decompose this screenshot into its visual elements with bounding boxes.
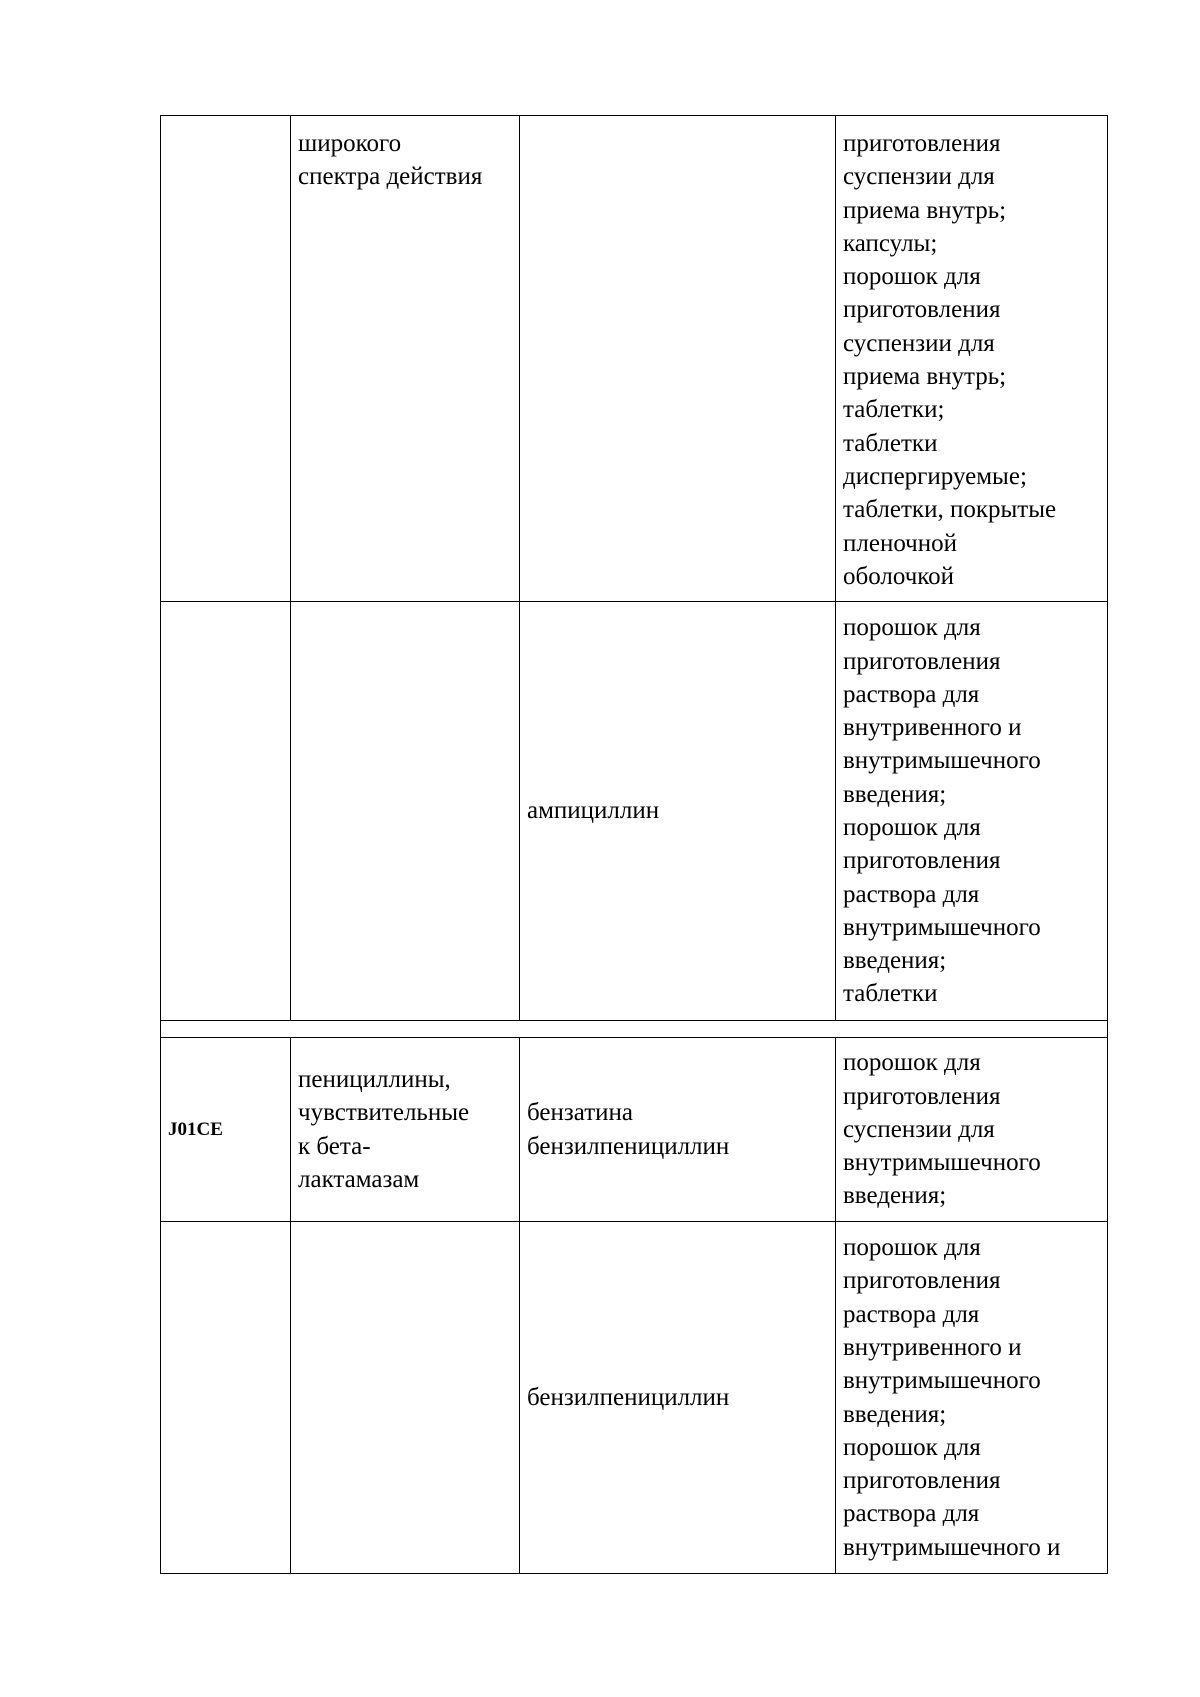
atc-code-cell: J01CE (161, 1038, 291, 1222)
drug-name-cell: бензатина бензилпенициллин (520, 1038, 836, 1222)
pharmacological-group-cell (291, 1222, 520, 1574)
drug-name-cell: бензилпенициллин (520, 1222, 836, 1574)
table-row (161, 116, 1108, 602)
drug-name-cell: ампициллин (520, 602, 836, 1021)
spacer-cell (161, 1021, 1108, 1038)
table-row (161, 1038, 1108, 1222)
atc-code-cell (161, 1222, 291, 1574)
atc-code-cell (161, 602, 291, 1021)
drug-name-cell (520, 116, 836, 602)
table-spacer-row (161, 1021, 1108, 1038)
table-row (161, 602, 1108, 1021)
dosage-forms-cell: порошок для приготовления раствора для внутривенного и внутримышечного введения; порошок для приготовления раствора для внутримышечного введения; таблетки (836, 602, 1108, 1021)
dosage-forms-cell: приготовления суспензии для приема внутрь; капсулы; порошок для приготовления суспензии для приема внутрь; таблетки; таблетки диспергируемые; таблетки, покрытые пленочной оболочкой (836, 116, 1108, 602)
pharmacological-group-cell (291, 602, 520, 1021)
medication-table (160, 115, 1108, 1574)
dosage-forms-cell: порошок для приготовления раствора для внутривенного и внутримышечного введения; порошок для приготовления раствора для внутримышечного и (836, 1222, 1108, 1574)
dosage-forms-cell: порошок для приготовления суспензии для внутримышечного введения; (836, 1038, 1108, 1222)
pharmacological-group-cell: пенициллины, чувствительные к бета- лактамазам (291, 1038, 520, 1222)
atc-code-cell (161, 116, 291, 602)
pharmacological-group-cell: широкого спектра действия (291, 116, 520, 602)
table-row (161, 1222, 1108, 1574)
